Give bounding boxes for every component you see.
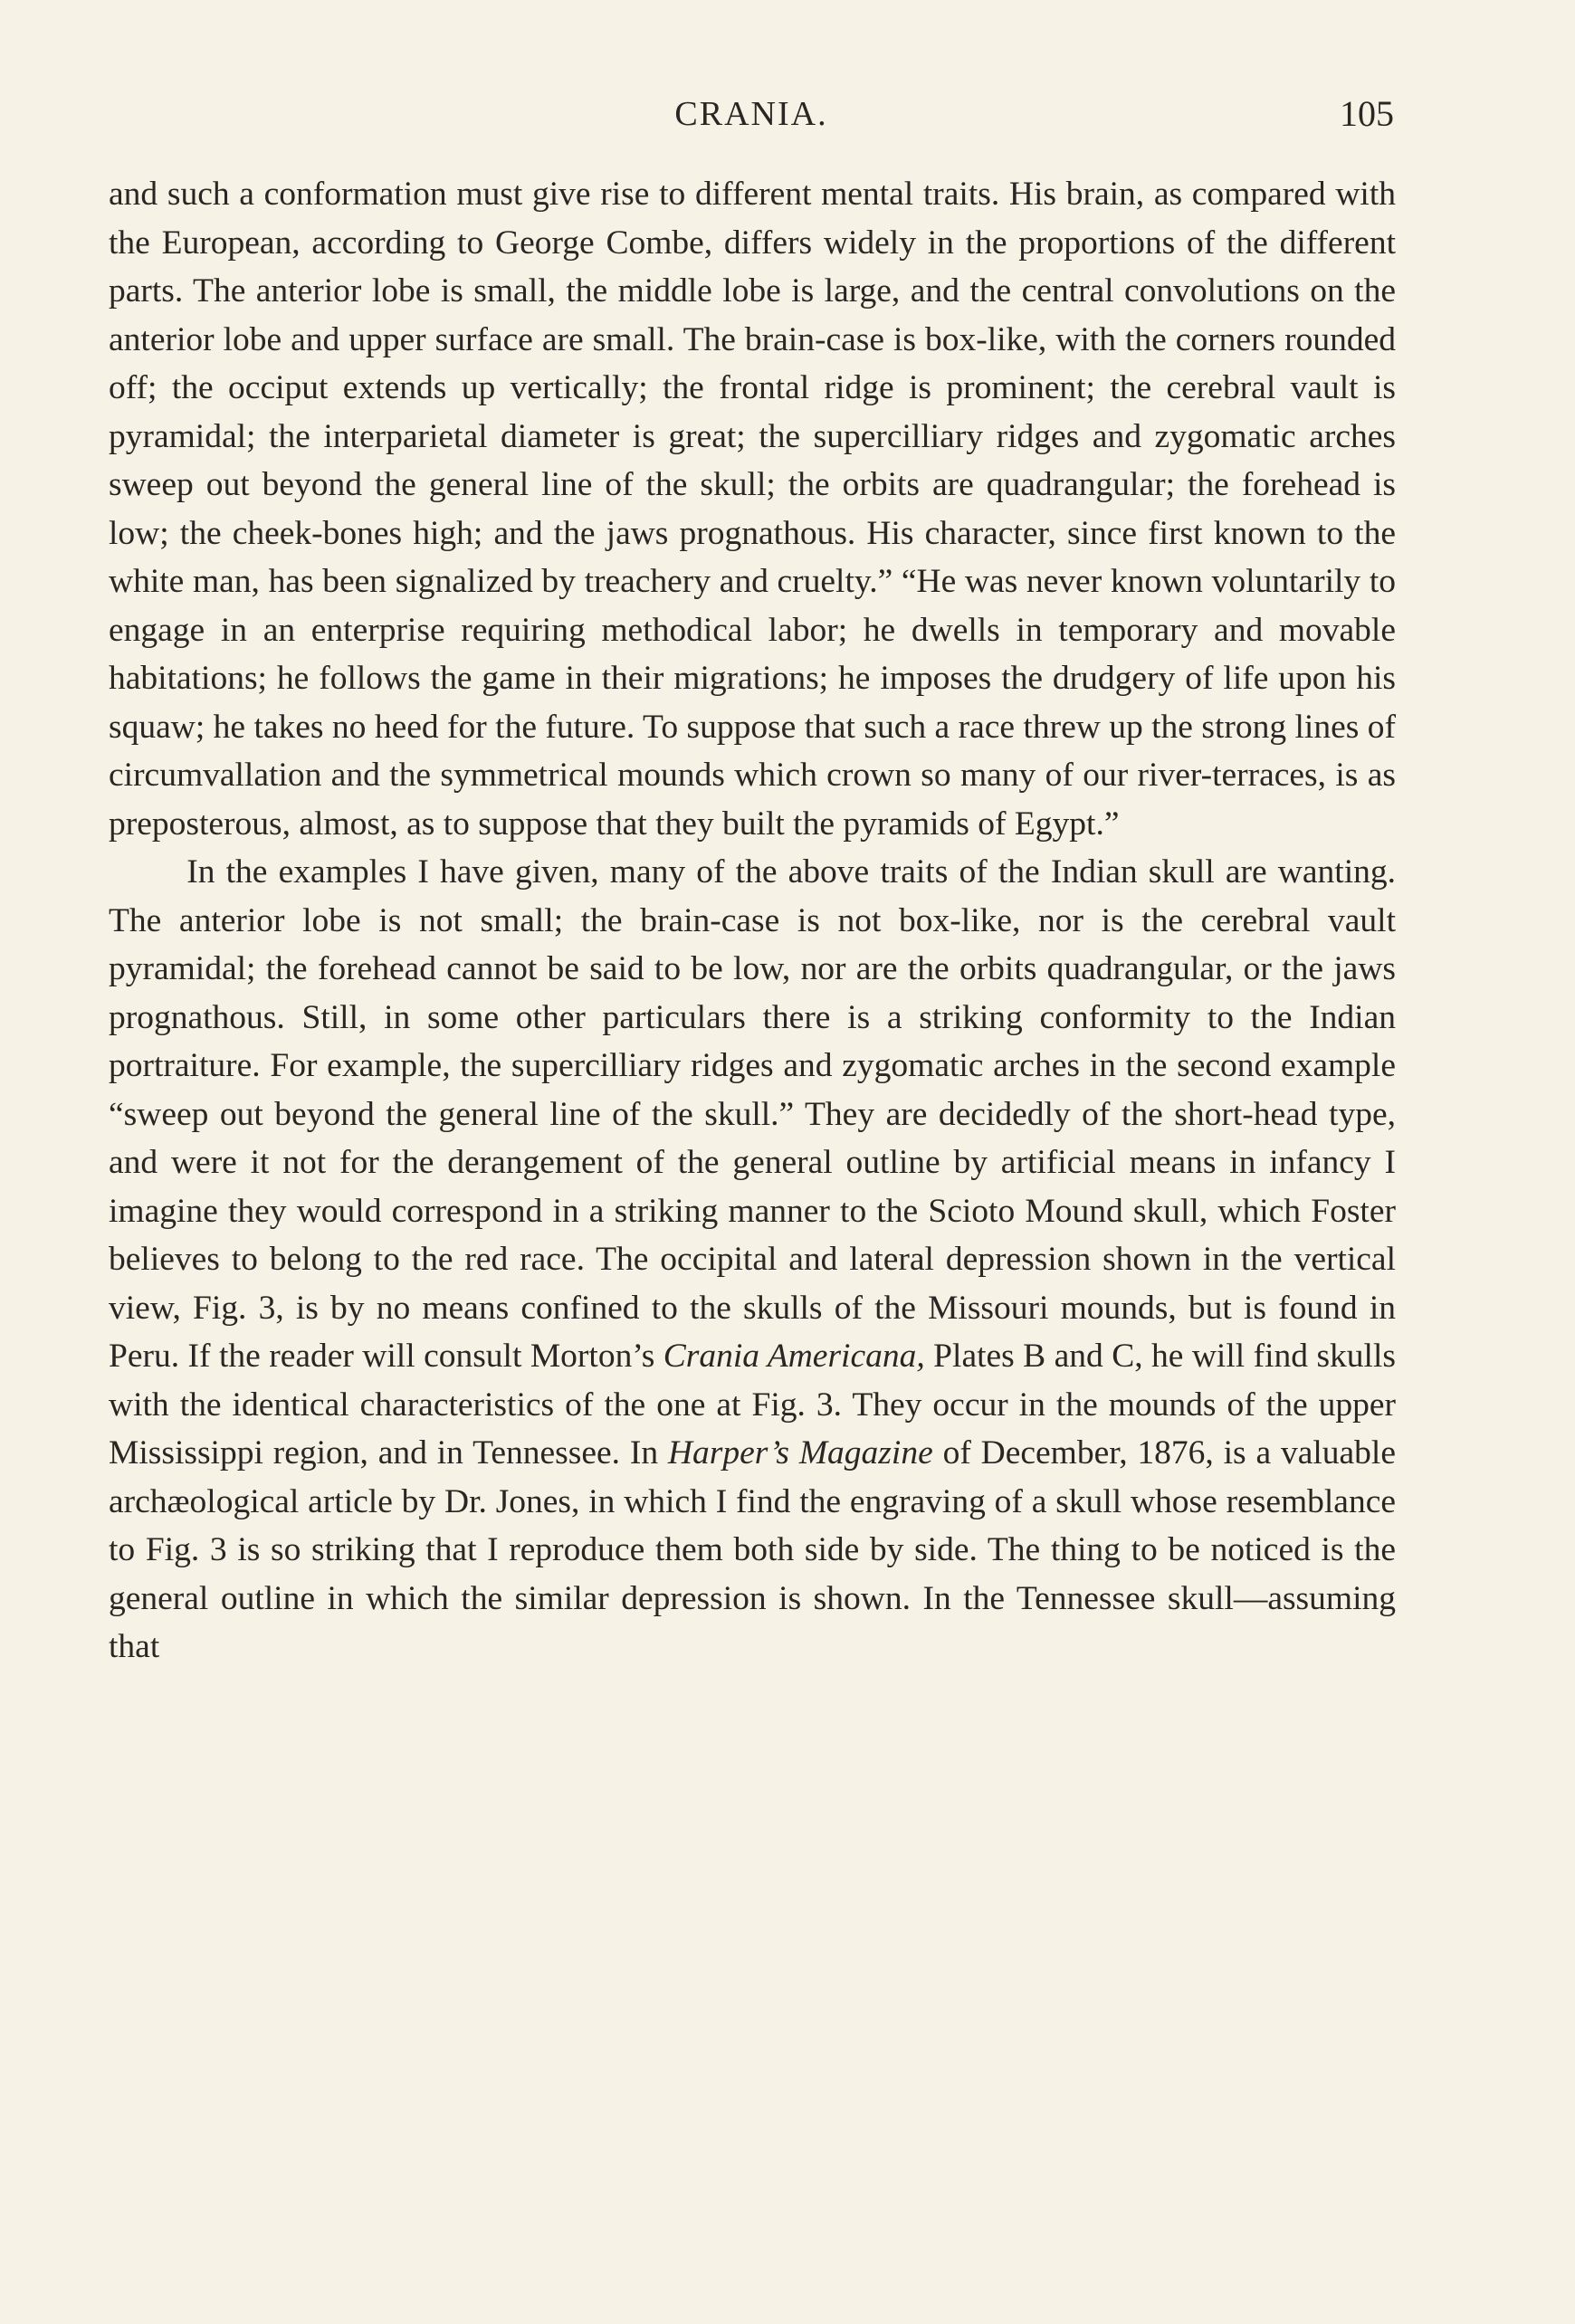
paragraph-2-text-a: In the examples I have given, many of the above traits of the Indian skull are wanting. The anterior lobe is not small; the brain-case is not box-like, nor is the cerebral vault pyramidal; the forehead cannot be said to be low, nor are the orbits quadrangular, or the jaws prognathous. Still, in some other particulars there is a striking conformity to the Indian portraiture. For example, the supercilliary ridges and zygomatic arches in the second example “sweep out beyond the general line of the skull.” They are decidedly of the short-head type, and were it not for the derangement of the general outline by artificial means in infancy I imagine they would correspond in a striking manner to the Scioto Mound skull, which Foster believes to belong to the red race. The occipital and lateral depression shown in the vertical view, Fig. 3, is by no means confined to the skulls of the Missouri mounds, but is found in Peru. If the reader will consult Morton’s xyxy=(109,853,1396,1375)
page-number: 105 xyxy=(1340,93,1394,134)
body-text xyxy=(109,170,1396,1672)
paragraph-2 xyxy=(109,848,1396,1672)
paragraph-2-text-b: Plates B and C, he will find skulls with the identical characteristics of the one at Fig. 3. They occur in the mounds of the upper Mississippi region, and in Tennessee. In xyxy=(109,1338,1396,1472)
periodical-title-harpers-magazine: Harper’s Magazine xyxy=(667,1434,933,1472)
book-title-crania-americana: Crania Americana, xyxy=(663,1338,925,1375)
running-head xyxy=(109,87,1394,141)
paragraph-2-text-c: of December, 1876, is a valuable archæological article by Dr. Jones, in which I find the engraving of a skull whose resemblance to Fig. 3 is so striking that I reproduce them both side by side. The thing to be noticed is the general outline in which the similar depression is shown. In the Tennessee skull—assuming that xyxy=(109,1434,1396,1665)
running-title: CRANIA. xyxy=(674,95,828,133)
paragraph-1: and such a conformation must give rise to different mental traits. His brain, as compared with the European, according to George Combe, differs widely in the proportions of the different parts. The anterior lobe is small, the middle lobe is large, and the central convolutions on the anterior lobe and upper surface are small. The brain-case is box-like, with the corners rounded off; the occiput extends up vertically; the frontal ridge is prominent; the cerebral vault is pyramidal; the interparietal diameter is great; the supercilliary ridges and zygomatic arches sweep out beyond the general line of the skull; the orbits are quadrangular; the forehead is low; the cheek-bones high; and the jaws prognathous. His character, since first known to the white man, has been signalized by treachery and cruelty.” “He was never known voluntarily to engage in an enterprise requiring methodical labor; he dwells in temporary and movable habitations; he follows the game in their migrations; he imposes the drudgery of life upon his squaw; he takes no heed for the future. To suppose that such a race threw up the strong lines of circumvallation and the symmetrical mounds which crown so many of our river-terraces, is as preposterous, almost, as to suppose that they built the pyramids of Egypt.” xyxy=(109,176,1396,843)
